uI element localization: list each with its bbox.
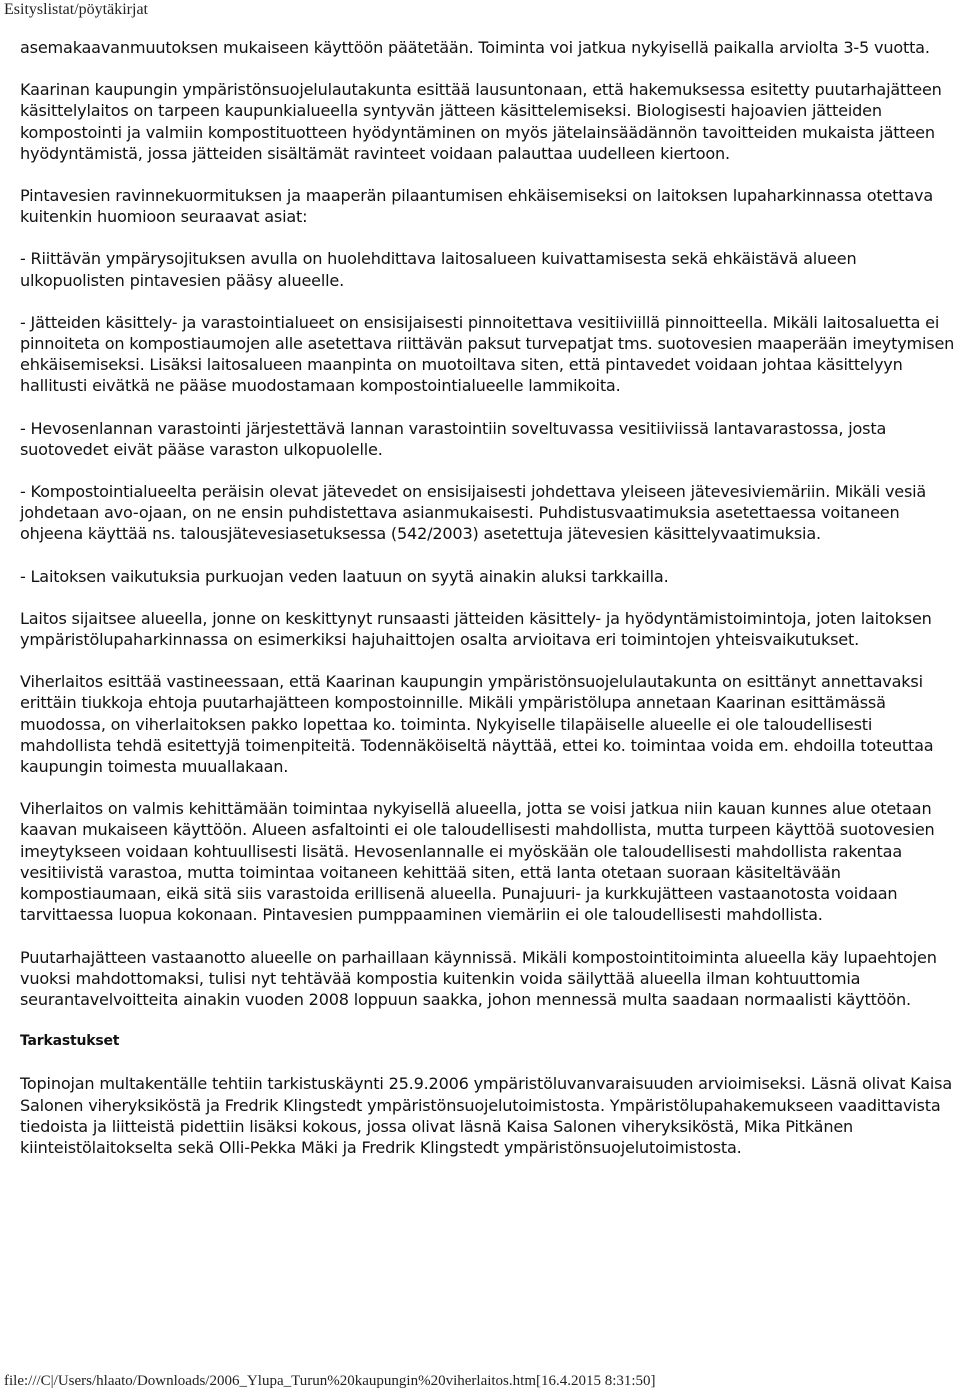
list-item-drainage: - Riittävän ympärysojituksen avulla on huolehdittava laitosalueen kuivattamisesta sekä ehkäistävä alueen ulkopuolisten pintavesien pääsy alueelle.: [20, 249, 857, 290]
list-item-monitoring: - Laitoksen vaikutuksia purkuojan veden laatuun on syytä ainakin aluksi tarkkailla.: [20, 566, 669, 586]
file-path-footer: file:///C|/Users/hlaato/Downloads/2006_Ylupa_Turun%20kaupungin%20viherlaitos.htm[16.4.2015 8:31:50]: [4, 1373, 656, 1389]
list-item-manure-storage: - Hevosenlannan varastointi järjestettävä lannan varastointiin soveltuvassa vesitiiviissä lantavarastossa, josta suotovedet eivät pääse varaston ulkopuolelle.: [20, 418, 887, 459]
document-header: Esityslistat/pöytäkirjat: [4, 1, 148, 18]
paragraph-inspections: Topinojan multakentälle tehtiin tarkistuskäynti 25.9.2006 ympäristöluvanvaraisuuden arvioimiseksi. Läsnä olivat Kaisa Salonen viheryksiköstä ja Fredrik Klingstedt ympäristönsuojelutoimistosta. Ympäristölupahakemukseen vaadittavista tiedoista ja liitteistä pidettiin lisäksi kokous, jossa olivat läsnä Kaisa Salonen viheryksiköstä, Mika Pitkänen kiinteistölaitokselta sekä Olli-Pekka Mäki ja Fredrik Klingstedt ympäristönsuojelutoimistosta.: [20, 1074, 953, 1157]
paragraph-garden-waste: Puutarhajätteen vastaanotto alueelle on parhaillaan käynnissä. Mikäli kompostointitoiminta alueella käy lupaehtojen vuoksi mahdottomaksi, tulisi nyt tehtävää kompostia kuitenkin voida säilyttää alueella ilman kohtuuttomia seurantavelvoitteita ainakin vuoden 2008 loppuun saakka, johon mennessä multa saadaan normaalisti käyttöön.: [20, 947, 937, 1009]
paragraph-considerations-intro: Pintavesien ravinnekuormituksen ja maaperän pilaantumisen ehkäisemiseksi on laitoksen lupaharkinnassa otettava kuitenkin huomioon seuraavat asiat:: [20, 186, 934, 227]
paragraph-location: Laitos sijaitsee alueella, jonne on keskittynyt runsaasti jätteiden käsittely- ja hyödyntämistoimintoja, joten laitoksen ympäristölupaharkinnassa on esimerkiksi hajuhaittojen osalta arvioitava eri toimintojen yhteisvaikutukset.: [20, 608, 932, 650]
paragraph-continuation: asemakaavanmuutoksen mukaiseen käyttöön päätetään. Toiminta voi jatkua nykyisellä paikalla arviolta 3-5 vuotta.: [20, 38, 930, 57]
paragraph-viherlaitos-response: Viherlaitos esittää vastineessaan, että Kaarinan kaupungin ympäristönsuojelulautakunta on esittänyt annettavaksi erittäin tiukkoja ehtoja puutarhajätteen kompostoinnille. Mikäli ympäristölupa annetaan Kaarinan esittämässä muodossa, on viherlaitoksen pakko lopettaa ko. toiminta. Nykyiselle tilapäiselle alueelle ei ole taloudellisesti mahdollista tehdä esitettyjä toimenpiteitä. Todennäköiseltä näyttää, ettei ko. toimintaa voida em. ehdoilla toteuttaa kaupungin toimesta muuallakaan.: [20, 672, 934, 777]
list-item-wastewater: - Kompostointialueelta peräisin olevat jätevedet on ensisijaisesti johdettava yleiseen jätevesiviemäriin. Mikäli vesiä johdetaan avo-ojaan, on ne ensin puhdistettava asianmukaisesti. Puhdistusvaatimuksia asetettaessa voitaneen ohjeena käyttää ns. talousjätevesiasetuksessa (542/2003) asetettuja jätevesien käsittelyvaatimuksia.: [20, 482, 927, 544]
list-item-surfacing: - Jätteiden käsittely- ja varastointialueet on ensisijaisesti pinnoitettava vesitiiviillä pinnoitteella. Mikäli laitosaluetta ei pinnoiteta on kompostiaumojen alle asetettava riittävän paksut turvepatjat tms. suotovesien maaperään imeytymisen ehkäisemiseksi. Lisäksi laitosalueen maanpinta on muotoiltava siten, että pintavedet voidaan johtaa käsittelyyn hallitusti eivätkä ne pääse muodostamaan kompostointialueelle lammikoita.: [20, 312, 955, 396]
paragraph-viherlaitos-development: Viherlaitos on valmis kehittämään toimintaa nykyisellä alueella, jotta se voisi jatkua niin kauan kunnes alue otetaan kaavan mukaiseen käyttöön. Alueen asfaltointi ei ole taloudellisesti mahdollista, mutta turpeen käyttöä suotovesien imeytykseen voidaan kohtuullisesti lisätä. Hevosenlannalle ei myöskään ole taloudellisesti mahdollista rakentaa vesitiivistä varastoa, mutta toimintaa voitaneen kehittää siten, että lanta otetaan suoraan käsiteltävään kompostiaumaan, eikä sitä siis varastoida erillisenä alueella. Punajuuri- ja kurkkujätteen vastaanotosta voidaan tarvittaessa luopua kokonaan. Pintavesien pumppaaminen viemäriin ei ole taloudellisesti mahdollista.: [20, 799, 935, 925]
paragraph-kaarina-statement: Kaarinan kaupungin ympäristönsuojelulautakunta esittää lausuntonaan, että hakemuksessa esitetty puutarhajätteen käsittelylaitos on tarpeen kaupunkialueella syntyvän jätteen käsittelemiseksi. Biologisesti hajoavien jätteiden kompostointi ja valmiin kompostituotteen hyödyntäminen on myös jätelainsäädännön tavoitteiden mukaista jätteen hyödyntämistä, jossa jätteiden sisältämät ravinteet voidaan palauttaa uudelleen kiertoon.: [20, 80, 942, 163]
section-heading-inspections: Tarkastukset: [20, 1033, 120, 1050]
document-body: [20, 37, 958, 1179]
